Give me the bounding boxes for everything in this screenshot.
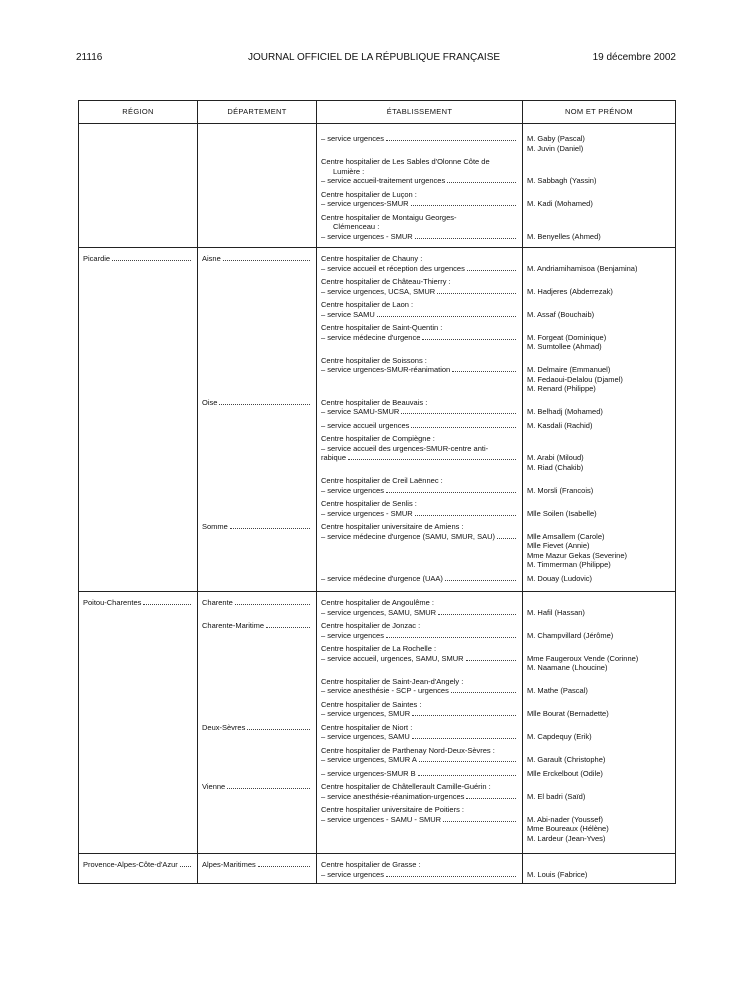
- nom-line: M. Gaby (Pascal): [527, 134, 585, 143]
- etablissement-entry: [321, 434, 518, 472]
- nom-entry: [527, 746, 671, 765]
- dot-leader: [467, 264, 516, 271]
- etablissement-line-text: – service urgences: [321, 485, 384, 495]
- etablissement-line-text: – service médecine d'urgence: [321, 332, 421, 342]
- publication-date: 19 décembre 2002: [592, 52, 676, 63]
- etablissement-line: Centre hospitalier de Parthenay Nord-Deux-Sèvres :: [321, 745, 495, 755]
- dot-leader: [412, 732, 516, 739]
- departement-name: [202, 254, 312, 264]
- nom-entry: [527, 723, 671, 742]
- dot-leader: [386, 134, 516, 141]
- etablissement-line-text: – service accueil et réception des urgences: [321, 263, 465, 273]
- departement-cell: [198, 854, 317, 884]
- column-header-departement: DÉPARTEMENT: [198, 101, 317, 124]
- nom-entry: [527, 421, 671, 431]
- departement-entry: [202, 723, 312, 783]
- nom-line: M. Louis (Fabrice): [527, 869, 588, 879]
- nom-cell: [523, 592, 676, 854]
- etablissement-entry: [321, 860, 518, 879]
- etablissement-line-text: – service anesthésie-réanimation-urgences: [321, 791, 465, 801]
- region-name: [83, 254, 193, 264]
- etablissement-line: Centre hospitalier de Saint-Jean-d'Angely :: [321, 676, 464, 686]
- nom-line: M. Hadjeres (Abderrezak): [527, 286, 613, 296]
- nom-entry: [527, 356, 671, 394]
- etablissement-line: – service accueil des urgences-SMUR-centre anti-: [321, 443, 489, 453]
- nom-entry: [527, 476, 671, 495]
- etablissement-line-text: rabique: [321, 453, 347, 462]
- etablissement-line-text: – service urgences, SAMU, SMUR: [321, 607, 437, 617]
- dot-leader: [219, 398, 310, 405]
- nom-line: M. Kasdali (Rachid): [527, 420, 593, 430]
- nom-entry: [527, 499, 671, 518]
- departement-name-text: Oise: [202, 397, 218, 407]
- nom-cell: [523, 248, 676, 592]
- nom-entry: [527, 300, 671, 319]
- etablissement-line: Centre hospitalier de Niort :: [321, 722, 413, 732]
- etablissement-line: Centre hospitalier de Creil Laënnec :: [321, 476, 443, 485]
- etablissement-entry: [321, 421, 518, 431]
- page-number: 21116: [76, 52, 103, 63]
- departement-entry: [202, 782, 312, 843]
- dot-leader: [230, 522, 310, 529]
- nom-line: M. Benyelles (Ahmed): [527, 231, 601, 241]
- dot-leader: [466, 654, 516, 661]
- nom-entry: [527, 644, 671, 673]
- etablissement-line: [321, 134, 518, 144]
- table-row: [79, 248, 676, 592]
- nom-line: M. Assaf (Bouchaib): [527, 309, 595, 319]
- nom-entry: [527, 134, 671, 153]
- etablissement-entry: [321, 499, 518, 518]
- departement-name-text: Charente-Maritime: [202, 621, 265, 630]
- nom-line: M. Riad (Chakib): [527, 462, 584, 472]
- nom-line: M. Renard (Philippe): [527, 384, 596, 393]
- etablissement-entry: [321, 598, 518, 617]
- etablissement-line: [321, 509, 518, 519]
- table-row: [79, 592, 676, 854]
- etablissement-entry: [321, 356, 518, 394]
- etablissement-line: Centre hospitalier de La Rochelle :: [321, 644, 437, 653]
- region-name: [83, 860, 193, 870]
- etablissement-entry: [321, 476, 518, 495]
- departement-cell: [198, 248, 317, 592]
- etablissement-line: Centre hospitalier de Luçon :: [321, 189, 417, 199]
- departement-name-text: Alpes-Maritimes: [202, 860, 256, 869]
- nom-line: M. Sabbagh (Yassin): [527, 176, 597, 185]
- region-cell: [79, 592, 198, 854]
- nom-line: M. Forgeat (Dominique): [527, 332, 607, 342]
- region-name-text: Poitou-Charentes: [83, 598, 142, 607]
- etablissement-line: Centre hospitalier de Jonzac :: [321, 621, 421, 630]
- departement-name: [202, 522, 312, 532]
- departement-name-text: Aisne: [202, 254, 221, 263]
- column-header-region: RÉGION: [79, 101, 198, 124]
- dot-leader: [497, 532, 516, 539]
- nom-entry: [527, 700, 671, 719]
- nom-line: M. El badri (Saïd): [527, 791, 586, 801]
- nom-line: M. Douay (Ludovic): [527, 573, 593, 583]
- dot-leader: [438, 608, 516, 615]
- region-name-text: Provence-Alpes-Côte-d'Azur: [83, 860, 178, 869]
- etablissement-line-text: – service accueil, urgences, SAMU, SMUR: [321, 653, 464, 663]
- nom-line: Mlle Amsallem (Carole): [527, 531, 605, 541]
- etablissement-line: [321, 608, 518, 618]
- nom-line: M. Hafil (Hassan): [527, 607, 585, 617]
- etablissement-line-text: – service SAMU: [321, 309, 375, 319]
- etablissement-line-text: – service urgences, UCSA, SMUR: [321, 286, 436, 296]
- dot-leader: [401, 407, 516, 414]
- dot-leader: [386, 486, 516, 493]
- nom-line: Mlle Fievet (Annie): [527, 541, 590, 550]
- etablissement-line: Centre hospitalier de Angoulême :: [321, 598, 434, 607]
- etablissement-line: Centre hospitalier de Château-Thierry :: [321, 277, 451, 286]
- dot-leader: [415, 509, 516, 516]
- nom-line: M. Champvillard (Jérôme): [527, 630, 614, 640]
- etablissement-line: [321, 792, 518, 802]
- etablissement-line: Centre hospitalier de Grasse :: [321, 860, 421, 869]
- etablissement-line: Centre hospitalier de Saint-Quentin :: [321, 323, 443, 332]
- etablissement-line: Centre hospitalier de Chauny :: [321, 254, 423, 263]
- dot-leader: [143, 598, 191, 605]
- etablissement-line-text: – service urgences-SMUR-réanimation: [321, 365, 451, 374]
- nom-line: M. Belhadj (Mohamed): [527, 407, 603, 416]
- departement-entry: [202, 598, 312, 621]
- etablissement-entry: [321, 522, 518, 570]
- etablissement-line: [321, 310, 518, 320]
- dot-leader: [386, 870, 516, 877]
- etablissement-line-text: – service urgences: [321, 630, 384, 640]
- etablissement-line-text: – service urgences, SMUR: [321, 709, 411, 718]
- dot-leader: [443, 815, 516, 822]
- etablissement-line: [321, 574, 518, 584]
- etablissement-line-text: – service urgences-SMUR B: [321, 768, 416, 778]
- etablissement-line: [321, 870, 518, 880]
- nom-line: M. Juvin (Daniel): [527, 143, 584, 153]
- etablissement-line-text: – service accueil urgences: [321, 420, 410, 430]
- dot-leader: [412, 709, 516, 716]
- departement-name: [202, 782, 312, 792]
- region-name: [83, 598, 193, 608]
- region-cell: [79, 124, 198, 248]
- etablissement-entry: [321, 398, 518, 417]
- etablissement-entry: [321, 213, 518, 242]
- etablissement-line: [321, 815, 518, 825]
- etablissement-line: [321, 232, 518, 242]
- dot-leader: [258, 860, 310, 867]
- appointments-table: [78, 100, 676, 884]
- nom-entry: [527, 398, 671, 417]
- etablissement-line: Centre hospitalier de Saintes :: [321, 699, 422, 709]
- nom-line: M. Sumtollee (Ahmad): [527, 342, 602, 351]
- dot-leader: [466, 792, 516, 799]
- etablissement-line: Centre hospitalier de Soissons :: [321, 355, 427, 365]
- etablissement-line-text: – service urgences, SAMU: [321, 732, 410, 741]
- etablissement-line: Centre hospitalier universitaire de Amiens :: [321, 522, 464, 531]
- etablissement-entry: [321, 769, 518, 779]
- dot-leader: [451, 686, 516, 693]
- nom-line: Mme Mazur Gekas (Severine): [527, 550, 628, 560]
- region-cell: [79, 854, 198, 884]
- etablissement-entry: [321, 277, 518, 296]
- etablissement-line: [321, 532, 518, 542]
- region-cell: [79, 248, 198, 592]
- dot-leader: [247, 723, 310, 730]
- dot-leader: [112, 254, 191, 261]
- nom-entry: [527, 860, 671, 879]
- etablissement-line: [321, 407, 518, 417]
- etablissement-line: [321, 486, 518, 496]
- nom-line: M. Naamane (Lhoucine): [527, 663, 608, 672]
- nom-entry: [527, 574, 671, 584]
- etablissement-entry: [321, 723, 518, 742]
- etablissement-entry: [321, 254, 518, 273]
- departement-entry: [202, 398, 312, 523]
- nom-line: M. Fedaoui-Delalou (Djamel): [527, 374, 623, 384]
- departement-entry: [202, 254, 312, 398]
- dot-leader: [411, 199, 516, 206]
- etablissement-cell: [317, 124, 523, 248]
- departement-name: [202, 621, 312, 631]
- departement-name: [202, 598, 312, 608]
- nom-entry: [527, 782, 671, 801]
- etablissement-line-text: – service médecine d'urgence (SAMU, SMUR, SAU): [321, 531, 495, 541]
- etablissement-line: [321, 732, 518, 742]
- nom-line: M. Lardeur (Jean-Yves): [527, 833, 606, 843]
- dot-leader: [452, 365, 516, 372]
- etablissement-line: Lumière :: [333, 166, 365, 176]
- departement-name-text: Deux-Sèvres: [202, 722, 246, 732]
- table-header-row: [79, 101, 676, 124]
- etablissement-entry: [321, 574, 518, 584]
- etablissement-line-text: – service urgences: [321, 869, 384, 879]
- departement-name: [202, 398, 312, 408]
- etablissement-entry: [321, 190, 518, 209]
- dot-leader: [447, 176, 516, 183]
- dot-leader: [418, 769, 516, 776]
- etablissement-line-text: – service urgences - SAMU - SMUR: [321, 814, 442, 824]
- etablissement-line: Clémenceau :: [333, 222, 380, 231]
- etablissement-line-text: – service urgences, SMUR A: [321, 755, 417, 764]
- etablissement-entry: [321, 746, 518, 765]
- nom-line: M. Timmerman (Philippe): [527, 560, 611, 569]
- dot-leader: [266, 621, 310, 628]
- etablissement-line-text: – service SAMU-SMUR: [321, 407, 400, 416]
- etablissement-entry: [321, 644, 518, 673]
- nom-line: M. Abi-nader (Youssef): [527, 814, 604, 824]
- etablissement-line-text: – service accueil-traitement urgences: [321, 176, 446, 185]
- dot-leader: [445, 574, 516, 581]
- nom-entry: [527, 277, 671, 296]
- etablissement-line: Centre hospitalier de Senlis :: [321, 499, 417, 508]
- etablissement-cell: [317, 854, 523, 884]
- nom-line: M. Capdequy (Erik): [527, 732, 592, 741]
- dot-leader: [411, 421, 516, 428]
- dot-leader: [227, 782, 310, 789]
- nom-line: M. Morsli (Francois): [527, 485, 594, 495]
- etablissement-line-text: – service urgences: [321, 134, 384, 143]
- nom-cell: [523, 854, 676, 884]
- nom-entry: [527, 677, 671, 696]
- table-row: [79, 854, 676, 884]
- departement-entry: [202, 522, 312, 583]
- departement-cell: [198, 124, 317, 248]
- etablissement-entry: [321, 621, 518, 640]
- departement-entry: [202, 134, 312, 241]
- nom-entry: [527, 323, 671, 352]
- dot-leader: [419, 755, 516, 762]
- etablissement-line: [321, 755, 518, 765]
- nom-line: Mme Faugeroux Vende (Corinne): [527, 653, 639, 663]
- etablissement-line: Centre hospitalier universitaire de Poitiers :: [321, 805, 464, 814]
- region-name-text: Picardie: [83, 254, 111, 263]
- departement-name-text: Somme: [202, 522, 228, 531]
- nom-entry: [527, 157, 671, 186]
- etablissement-line: [321, 686, 518, 696]
- departement-entry: [202, 860, 312, 879]
- column-header-etablissement: ÉTABLISSEMENT: [317, 101, 523, 124]
- table-body: [79, 124, 676, 884]
- etablissement-entry: [321, 805, 518, 843]
- nom-line: Mlle Soilen (Isabelle): [527, 508, 597, 518]
- etablissement-line: [321, 769, 518, 779]
- departement-name-text: Vienne: [202, 782, 226, 791]
- journal-title: JOURNAL OFFICIEL DE LA RÉPUBLIQUE FRANÇAISE: [247, 52, 501, 63]
- nom-line: M. Arabi (Miloud): [527, 453, 584, 462]
- etablissement-entry: [321, 700, 518, 719]
- nom-line: M. Andriamihamisoa (Benjamina): [527, 263, 638, 273]
- etablissement-entry: [321, 157, 518, 186]
- nom-entry: [527, 254, 671, 273]
- etablissement-line: Centre hospitalier de Laon :: [321, 300, 414, 309]
- etablissement-entry: [321, 300, 518, 319]
- nom-line: Mlle Bourat (Bernadette): [527, 709, 609, 718]
- etablissement-line: [321, 654, 518, 664]
- nom-entry: [527, 190, 671, 209]
- dot-leader: [348, 453, 516, 460]
- table-row: [79, 124, 676, 248]
- etablissement-line: [321, 199, 518, 209]
- departement-cell: [198, 592, 317, 854]
- etablissement-line: [321, 333, 518, 343]
- departement-name-text: Charente: [202, 598, 233, 607]
- etablissement-line: [321, 287, 518, 297]
- etablissement-line: [321, 365, 518, 375]
- etablissement-line: Centre hospitalier de Châtellerault Camille-Guérin :: [321, 782, 491, 791]
- etablissement-line: Centre hospitalier de Beauvais :: [321, 397, 428, 407]
- column-header-nom-prenom: NOM ET PRÉNOM: [523, 101, 676, 124]
- nom-entry: [527, 805, 671, 843]
- dot-leader: [386, 631, 516, 638]
- dot-leader: [437, 287, 516, 294]
- dot-leader: [377, 310, 516, 317]
- etablissement-line-text: – service anesthésie - SCP - urgences: [321, 686, 449, 695]
- nom-line: M. Garault (Christophe): [527, 755, 606, 764]
- nom-line: Mlle Erckelbout (Odile): [527, 768, 603, 778]
- nom-entry: [527, 434, 671, 472]
- etablissement-entry: [321, 134, 518, 153]
- etablissement-line-text: – service médecine d'urgence (UAA): [321, 573, 443, 583]
- etablissement-entry: [321, 782, 518, 801]
- nom-cell: [523, 124, 676, 248]
- nom-line: Mme Boureaux (Hélène): [527, 824, 609, 833]
- nom-entry: [527, 213, 671, 242]
- etablissement-line: [321, 709, 518, 719]
- dot-leader: [235, 598, 310, 605]
- etablissement-entry: [321, 323, 518, 352]
- etablissement-line-text: – service urgences-SMUR: [321, 199, 409, 208]
- dot-leader: [415, 232, 516, 239]
- etablissement-cell: [317, 592, 523, 854]
- etablissement-line: [321, 631, 518, 641]
- etablissement-entry: [321, 677, 518, 696]
- etablissement-cell: [317, 248, 523, 592]
- nom-entry: [527, 598, 671, 617]
- nom-line: M. Kadi (Mohamed): [527, 199, 593, 208]
- etablissement-line: [321, 176, 518, 186]
- dot-leader: [422, 333, 516, 340]
- etablissement-line: Centre hospitalier de Les Sables d'Olonne Côte de: [321, 157, 490, 166]
- nom-entry: [527, 621, 671, 640]
- etablissement-line: [321, 264, 518, 274]
- nom-line: M. Delmaire (Emmanuel): [527, 365, 611, 374]
- nom-entry: [527, 522, 671, 570]
- etablissement-line: Centre hospitalier de Montaigu Georges-: [321, 212, 457, 222]
- dot-leader: [180, 860, 191, 867]
- etablissement-line-text: – service urgences - SMUR: [321, 231, 413, 241]
- departement-name: [202, 860, 312, 870]
- departement-name: [202, 723, 312, 733]
- nom-entry: [527, 769, 671, 779]
- etablissement-line-text: – service urgences - SMUR: [321, 508, 413, 518]
- dot-leader: [223, 254, 310, 261]
- etablissement-line: Centre hospitalier de Compiègne :: [321, 434, 435, 443]
- departement-entry: [202, 621, 312, 723]
- etablissement-line: [321, 421, 518, 431]
- nom-line: M. Mathe (Pascal): [527, 686, 588, 695]
- etablissement-line: [321, 453, 518, 463]
